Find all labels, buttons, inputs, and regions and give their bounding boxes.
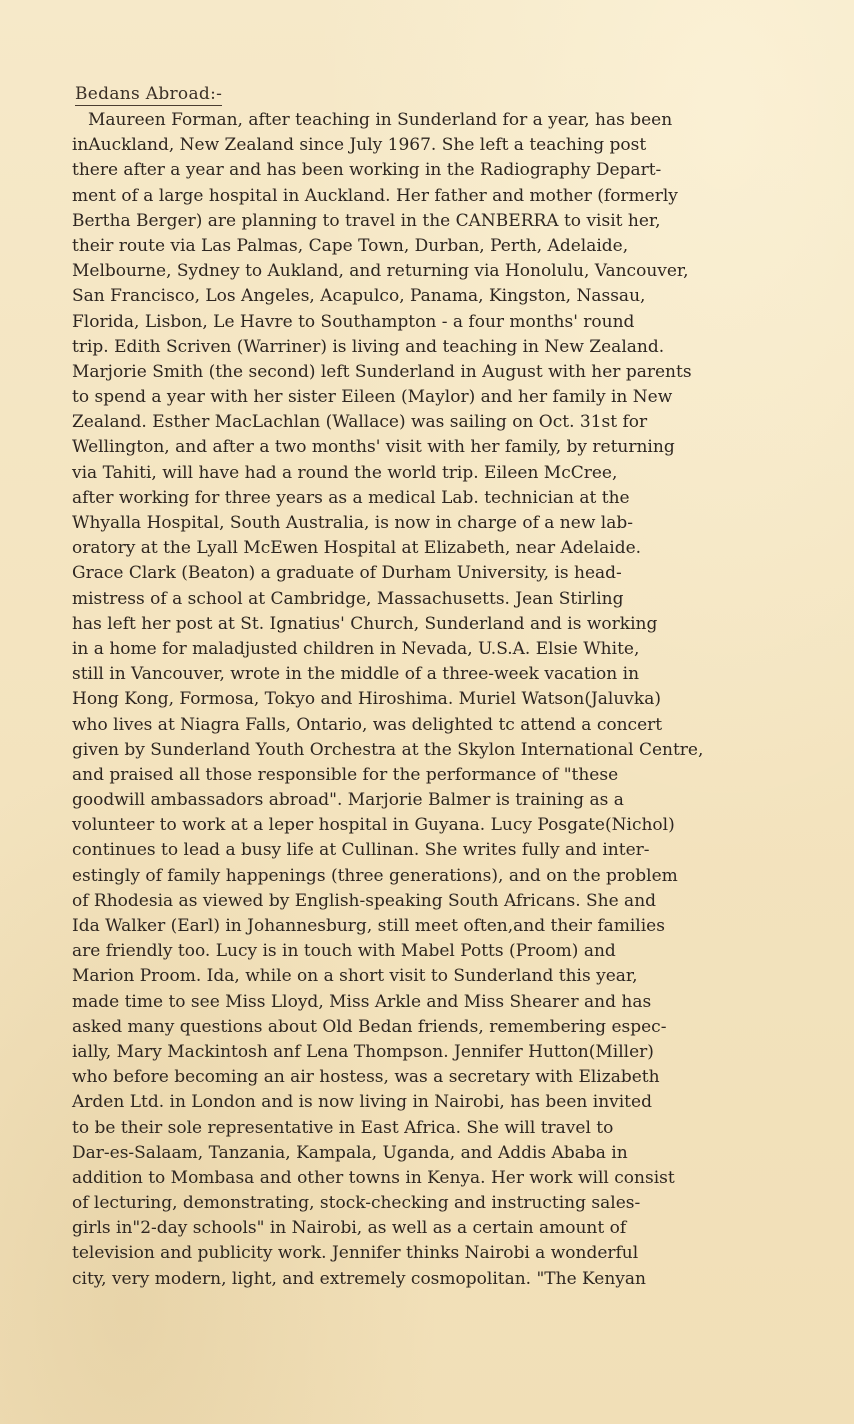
text-line: television and publicity work. Jennifer thinks Nairobi a wonderful — [72, 1243, 639, 1264]
text-line: inAuckland, New Zealand since July 1967. She left a teaching post — [72, 135, 647, 156]
text-line: has left her post at St. Ignatius' Church, Sunderland and is working — [72, 613, 658, 634]
text-line: who lives at Niagra Falls, Ontario, was delighted tc attend a concert — [72, 714, 663, 735]
text-line: of lecturing, demonstrating, stock-checking and instructing sales- — [72, 1193, 641, 1214]
text-line: addition to Mombasa and other towns in Kenya. Her work will consist — [72, 1167, 675, 1188]
text-line: ially, Mary Mackintosh anf Lena Thompson. Jennifer Hutton(Miller) — [72, 1041, 654, 1062]
text-line: Dar-es-Salaam, Tanzania, Kampala, Uganda, and Addis Ababa in — [72, 1142, 628, 1163]
text-line: and praised all those responsible for the performance of "these — [72, 764, 619, 785]
text-line: Whyalla Hospital, South Australia, is now in charge of a new lab- — [72, 513, 633, 533]
text-line: in a home for maladjusted children in Nevada, U.S.A. Elsie White, — [72, 638, 640, 659]
text-line: mistress of a school at Cambridge, Massachusetts. Jean Stirling — [72, 588, 624, 609]
text-line: city, very modern, light, and extremely cosmopolitan. "The Kenyan — [72, 1268, 646, 1289]
text-line: asked many questions about Old Bedan friends, remembering espec- — [72, 1016, 667, 1037]
text-line: Maureen Forman, after teaching in Sunderland for a year, has been — [88, 110, 673, 130]
text-line: made time to see Miss Lloyd, Miss Arkle and Miss Shearer and has — [72, 991, 652, 1012]
text-line: San Francisco, Los Angeles, Acapulco, Panama, Kingston, Nassau, — [72, 286, 646, 307]
text-line: goodwill ambassadors abroad". Marjorie Balmer is training as a — [72, 790, 624, 811]
text-line: are friendly too. Lucy is in touch with Mabel Potts (Proom) and — [72, 941, 616, 962]
text-line: to be their sole representative in East Africa. She will travel to — [72, 1117, 614, 1138]
text-line: of Rhodesia as viewed by English-speaking South Africans. She and — [72, 890, 657, 911]
text-line: given by Sunderland Youth Orchestra at the Skylon International Centre, — [72, 739, 704, 760]
text-line: Melbourne, Sydney to Aukland, and returning via Honolulu, Vancouver, — [72, 261, 689, 282]
text-line: ment of a large hospital in Auckland. Her father and mother (formerly — [72, 185, 678, 206]
text-line: Zealand. Esther MacLachlan (Wallace) was sailing on Oct. 31st for — [72, 412, 648, 433]
text-line: trip. Edith Scriven (Warriner) is living and teaching in New Zealand. — [72, 336, 665, 357]
section-heading: Bedans Abroad:- — [75, 84, 223, 104]
text-line: still in Vancouver, wrote in the middle of a three-week vacation in — [72, 664, 640, 685]
text-line: Marjorie Smith (the second) left Sunderland in August with her parents — [72, 361, 692, 382]
text-line: Bertha Berger) are planning to travel in the CANBERRA to visit her, — [72, 210, 661, 231]
text-line: Arden Ltd. in London and is now living in Nairobi, has been invited — [72, 1092, 652, 1113]
text-line: via Tahiti, will have had a round the world trip. Eileen McCree, — [72, 462, 618, 483]
text-line: their route via Las Palmas, Cape Town, Durban, Perth, Adelaide, — [72, 235, 629, 256]
text-line: Ida Walker (Earl) in Johannesburg, still meet often,and their families — [72, 916, 665, 936]
text-line: volunteer to work at a leper hospital in Guyana. Lucy Posgate(Nichol) — [72, 815, 675, 836]
text-line: to spend a year with her sister Eileen (Maylor) and her family in New — [72, 387, 673, 408]
text-line: Marion Proom. Ida, while on a short visit to Sunderland this year, — [72, 966, 638, 987]
text-line: oratory at the Lyall McEwen Hospital at Elizabeth, near Adelaide. — [72, 538, 642, 559]
text-line: Wellington, and after a two months' visit with her family, by returning — [72, 437, 675, 458]
text-line: who before becoming an air hostess, was a secretary with Elizabeth — [72, 1067, 660, 1088]
text-line: girls in"2-day schools" in Nairobi, as well as a certain amount of — [72, 1218, 627, 1239]
text-line: Hong Kong, Formosa, Tokyo and Hiroshima. Muriel Watson(Jaluvka) — [72, 689, 661, 710]
text-line: continues to lead a busy life at Cullinan. She writes fully and inter- — [72, 840, 650, 861]
text-line: Florida, Lisbon, Le Havre to Southampton - a four months' round — [72, 311, 635, 332]
text-line: after working for three years as a medical Lab. technician at the — [72, 487, 630, 508]
body-text — [72, 108, 792, 1292]
text-line: Grace Clark (Beaton) a graduate of Durham University, is head- — [72, 563, 622, 584]
text-line: there after a year and has been working in the Radiography Depart- — [72, 160, 662, 181]
text-line: estingly of family happenings (three generations), and on the problem — [72, 865, 678, 886]
